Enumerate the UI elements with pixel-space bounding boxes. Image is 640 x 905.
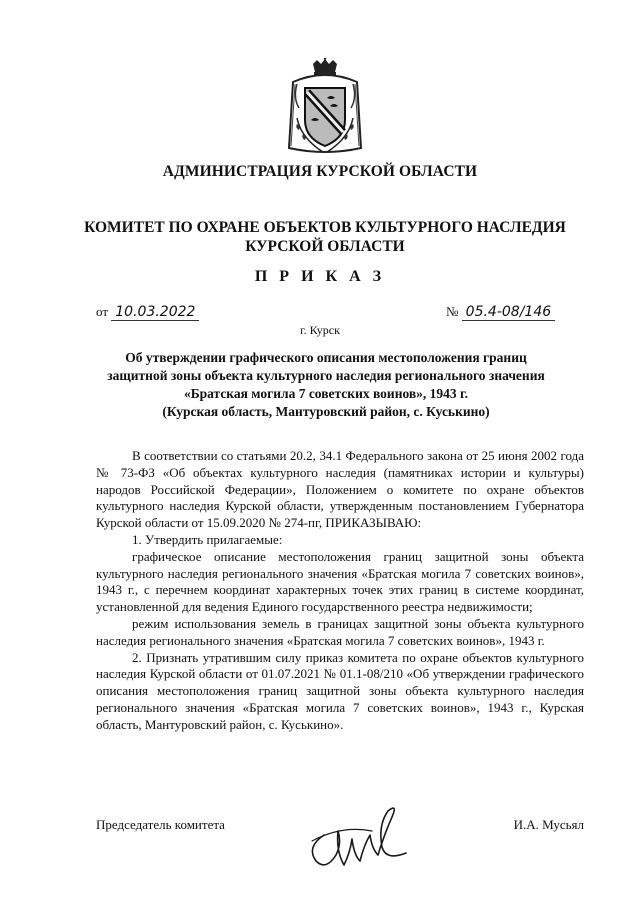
document-type: П Р И К А З [254,268,386,285]
city: г. Курск [300,323,340,337]
order-number [446,304,555,321]
date-prefix: от [96,304,109,319]
body-paragraph-preamble: В соответствии со статьями 20.2, 34.1 Федерального закона от 25 июня 2002 года № 73-ФЗ «Об объектах культурного наследия (памятниках истории и культуры) народов Российской Федерации», Положением о комитете по охране объектов культурного наследия Курской области, утвержденным постановлением Губернатора Курской области от 15.09.2020 № 274-пг, ПРИКАЗЫВАЮ: [96,448,584,531]
date-value: 10.03.2022 [111,304,199,321]
order-date [96,304,199,321]
body-paragraph-item2: 2. Признать утратившим силу приказ комитета по охране объектов культурного наследия Курской области от 01.07.2021 № 01.1-08/210 «Об утверждении графического описания местоположения границ защитной зоны объекта культурного наследия регионального значения «Братская могила 7 советских воинов», 1943 г., Курская область, Мантуровский район, с. Куськино». [96,649,584,732]
committee-name [50,218,600,256]
subject-line3: «Братская могила 7 советских воинов», 1943 г. [183,386,469,401]
committee-name-line1: КОМИТЕТ ПО ОХРАНЕ ОБЪЕКТОВ КУЛЬТУРНОГО НАСЛЕДИЯ [84,219,566,236]
body-paragraph-item1: 1. Утвердить прилагаемые: [132,531,283,547]
coat-of-arms-icon [283,58,367,158]
subject-line1: Об утверждении графического описания местоположения границ [125,350,527,365]
committee-name-line2: КУРСКОЙ ОБЛАСТИ [245,238,405,255]
order-subject [80,349,572,421]
order-body [96,448,584,734]
agency-name: АДМИНИСТРАЦИЯ КУРСКОЙ ОБЛАСТИ [162,163,478,180]
signature-icon [302,795,412,875]
body-paragraph-regime: режим использования земель в границах защитной зоны объекта культурного наследия регионального значения «Братская могила 7 советских воинов», 1943 г. [96,615,584,648]
number-value: 05.4-08/146 [462,304,555,321]
number-prefix: № [446,304,459,319]
subject-line2: защитной зоны объекта культурного наследия регионального значения [107,368,545,383]
signer-position: Председатель комитета [96,817,225,832]
body-paragraph-description: графическое описание местоположения границ защитной зоны объекта культурного наследия регионального значения «Братская могила 7 советских воинов», 1943 г., с перечнем координат характерных точек этих границ в системе координат, установленной для ведения Единого государственного реестра недвижимости; [96,548,584,615]
subject-line4: (Курская область, Мантуровский район, с. Куськино) [162,404,490,419]
signer-name: И.А. Мусьял [513,817,584,832]
